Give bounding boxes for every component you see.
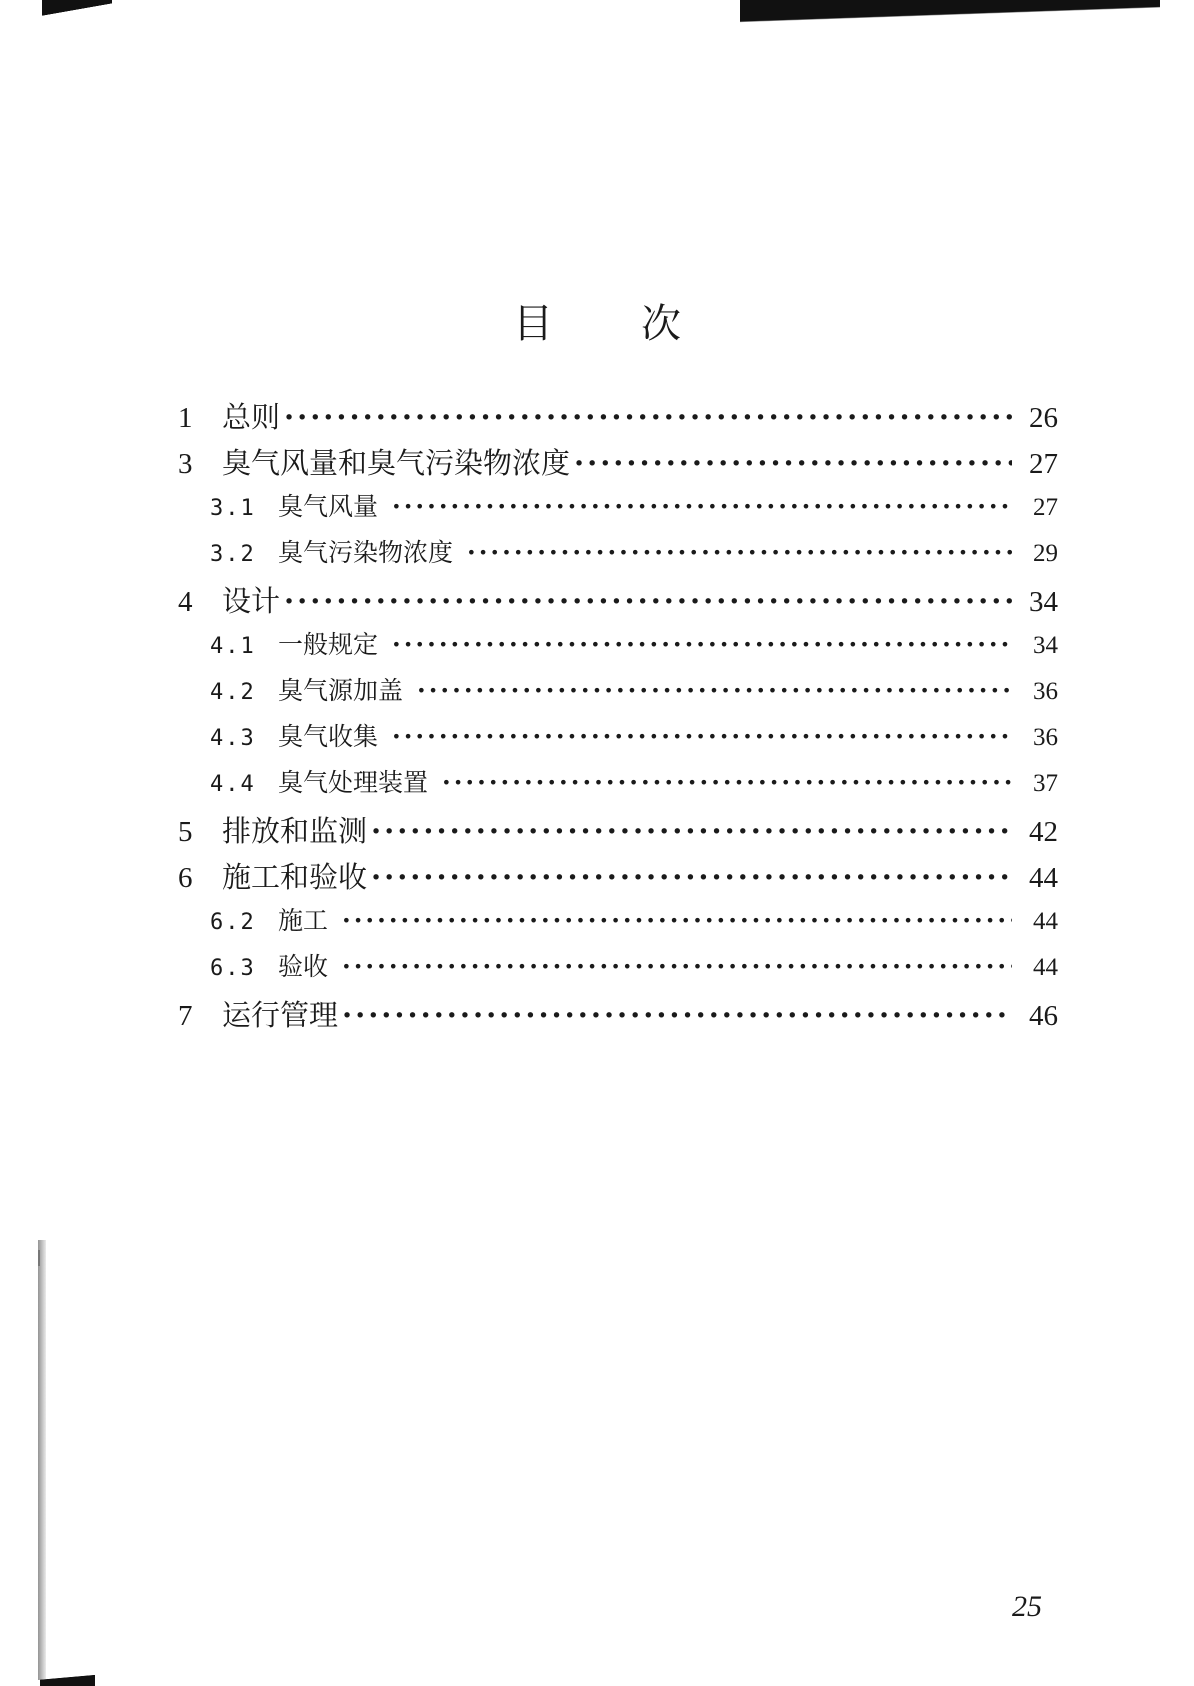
toc-entry-number: 6.2 — [210, 910, 256, 935]
toc-entry-label: 总则 — [222, 400, 281, 434]
toc-entry-number: 4.1 — [210, 634, 256, 659]
toc-entry-label: 臭气处理装置 — [278, 768, 429, 797]
toc-entry-page: 27 — [1029, 448, 1058, 480]
toc-entry-page: 44 — [1029, 862, 1058, 894]
toc-title — [0, 292, 1194, 349]
toc-leader-dots — [342, 906, 1012, 935]
toc-leader-dots — [574, 446, 1012, 480]
toc-leader-dots — [371, 814, 1012, 848]
toc-entry[interactable] — [178, 947, 1058, 991]
toc-leader-dots — [342, 998, 1012, 1032]
toc-entry-page: 27 — [1033, 494, 1058, 521]
toc-entry[interactable] — [178, 809, 1058, 853]
toc-entry-label: 设计 — [222, 584, 281, 618]
toc-entry-page: 42 — [1029, 816, 1058, 848]
toc-entry[interactable] — [178, 487, 1058, 531]
toc-entry-page: 26 — [1029, 402, 1058, 434]
toc-entry[interactable] — [178, 671, 1058, 715]
toc-entry-number: 5 — [178, 816, 193, 848]
toc-entry-page: 36 — [1033, 724, 1058, 751]
toc-entry-number: 4.4 — [210, 772, 256, 797]
toc-entry-page: 46 — [1029, 1000, 1058, 1032]
toc-entry-label: 施工 — [278, 906, 329, 935]
toc-leader-dots — [284, 400, 1012, 434]
toc-entry-number: 7 — [178, 1000, 193, 1032]
scan-mark — [38, 1250, 40, 1266]
toc-entry-label: 臭气污染物浓度 — [278, 538, 454, 567]
toc-entry[interactable] — [178, 533, 1058, 577]
scan-shadow-bottom-left — [40, 1672, 95, 1686]
toc-entry[interactable] — [178, 855, 1058, 899]
toc-leader-dots — [442, 768, 1012, 797]
toc-leader-dots — [371, 860, 1012, 894]
toc-entry-label: 臭气收集 — [278, 722, 379, 751]
toc-entry-number: 3 — [178, 448, 193, 480]
toc-entry-page: 37 — [1033, 770, 1058, 797]
toc-entry-label: 臭气源加盖 — [278, 676, 404, 705]
toc-entry-number: 6.3 — [210, 956, 256, 981]
toc-leader-dots — [392, 722, 1012, 751]
page-number: 25 — [1012, 1590, 1042, 1623]
toc-entry-label: 臭气风量 — [278, 492, 379, 521]
scan-shadow-top-right — [740, 0, 1160, 24]
scan-binding-edge — [38, 1240, 46, 1680]
toc-entry-label: 运行管理 — [222, 998, 339, 1032]
toc-entry-page: 36 — [1033, 678, 1058, 705]
toc-entry[interactable] — [178, 717, 1058, 761]
toc-entry-label: 施工和验收 — [222, 860, 368, 894]
toc-entry[interactable] — [178, 395, 1058, 439]
toc-leader-dots — [284, 584, 1012, 618]
toc-entry[interactable] — [178, 579, 1058, 623]
toc-entry-page: 44 — [1033, 908, 1058, 935]
toc-leader-dots — [392, 630, 1012, 659]
toc-title-char-2: 次 — [641, 301, 681, 347]
toc-entry-page: 34 — [1029, 586, 1058, 618]
toc-entry-page: 29 — [1033, 540, 1058, 567]
toc-leader-dots — [392, 492, 1012, 521]
toc-entry[interactable] — [178, 441, 1058, 485]
toc-entry-number: 6 — [178, 862, 193, 894]
toc-entry-label: 臭气风量和臭气污染物浓度 — [222, 446, 571, 480]
toc-entry-label: 一般规定 — [278, 630, 379, 659]
toc-leader-dots — [342, 952, 1012, 981]
toc-entry-label: 排放和监测 — [222, 814, 368, 848]
toc-entry-page: 34 — [1033, 632, 1058, 659]
toc-entry-number: 3.1 — [210, 496, 256, 521]
toc-entry-page: 44 — [1033, 954, 1058, 981]
toc-title-char-1: 目 — [513, 301, 553, 347]
toc-leader-dots — [417, 676, 1012, 705]
toc-entry-number: 4 — [178, 586, 193, 618]
toc-entry-label: 验收 — [278, 952, 329, 981]
toc-entry[interactable] — [178, 625, 1058, 669]
toc-entry[interactable] — [178, 993, 1058, 1037]
toc-entry-number: 4.3 — [210, 726, 256, 751]
toc-entry-number: 4.2 — [210, 680, 256, 705]
toc-entry-number: 1 — [178, 402, 193, 434]
scan-shadow-top-left — [42, 0, 112, 16]
toc-leader-dots — [467, 538, 1012, 567]
toc-entry[interactable] — [178, 901, 1058, 945]
toc-entry-number: 3.2 — [210, 542, 256, 567]
toc-entry[interactable] — [178, 763, 1058, 807]
